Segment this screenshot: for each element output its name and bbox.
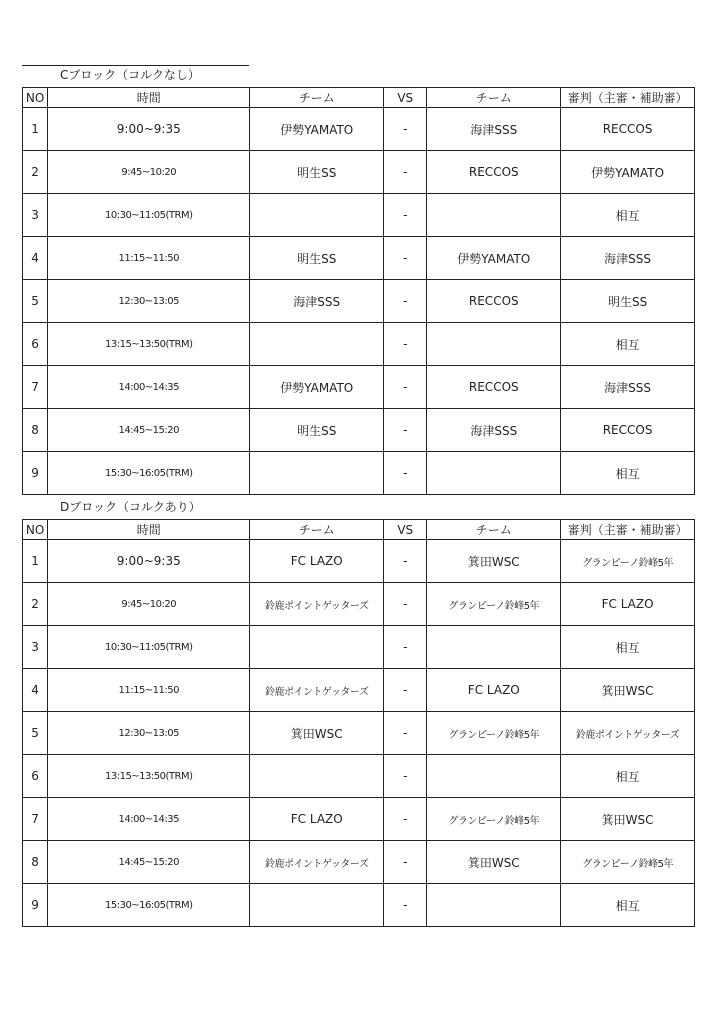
table-row [23,452,695,495]
block-c-title: Cブロック（コルクなし） [60,68,200,82]
table-header-row [23,520,695,540]
header-time: 時間 [48,520,250,540]
table-row [23,712,695,755]
vs-cell: - [384,841,427,884]
table-row [23,884,695,927]
match-time-cell: 15:30~16:05(TRM) [48,452,250,495]
match-time-cell: 13:15~13:50(TRM) [48,323,250,366]
table-row [23,409,695,452]
home-team-cell [250,194,384,237]
vs-cell: - [384,280,427,323]
referee-cell: 相互 [561,452,695,495]
home-team-cell [250,323,384,366]
vs-cell: - [384,151,427,194]
vs-cell: - [384,108,427,151]
vs-cell: - [384,798,427,841]
vs-cell: - [384,237,427,280]
away-team-cell: 伊勢YAMATO [427,237,561,280]
referee-cell: 海津SSS [561,237,695,280]
home-team-cell: 鈴鹿ポイントゲッターズ [250,583,384,626]
vs-cell: - [384,583,427,626]
header-referee: 審判（主審・補助審） [561,520,695,540]
home-team-cell: 明生SS [250,409,384,452]
away-team-cell: グランピーノ鈴峰5年 [427,583,561,626]
home-team-cell: 箕田WSC [250,712,384,755]
table-row [23,194,695,237]
header-team2: チーム [427,520,561,540]
away-team-cell: RECCOS [427,366,561,409]
vs-cell: - [384,323,427,366]
away-team-cell: 箕田WSC [427,540,561,583]
home-team-cell [250,755,384,798]
referee-cell: 相互 [561,323,695,366]
match-time-cell: 14:45~15:20 [48,409,250,452]
match-time-cell: 9:45~10:20 [48,583,250,626]
away-team-cell: グランピーノ鈴峰5年 [427,712,561,755]
vs-cell: - [384,755,427,798]
home-team-cell: 鈴鹿ポイントゲッターズ [250,841,384,884]
match-no-cell: 7 [23,366,48,409]
match-no-cell: 8 [23,841,48,884]
header-no: NO [23,520,48,540]
referee-cell: 海津SSS [561,366,695,409]
home-team-cell [250,626,384,669]
table-row [23,626,695,669]
match-time-cell: 11:15~11:50 [48,237,250,280]
match-time-cell: 13:15~13:50(TRM) [48,755,250,798]
referee-cell: 箕田WSC [561,798,695,841]
away-team-cell: RECCOS [427,151,561,194]
match-time-cell: 10:30~11:05(TRM) [48,194,250,237]
referee-cell: RECCOS [561,108,695,151]
referee-cell: グランピーノ鈴峰5年 [561,540,695,583]
away-team-cell [427,755,561,798]
header-team2: チーム [427,88,561,108]
table-row [23,798,695,841]
home-team-cell: 明生SS [250,237,384,280]
away-team-cell: 箕田WSC [427,841,561,884]
home-team-cell: 海津SSS [250,280,384,323]
header-vs: VS [384,520,427,540]
home-team-cell [250,452,384,495]
table-row [23,237,695,280]
match-no-cell: 3 [23,194,48,237]
home-team-cell: 伊勢YAMATO [250,108,384,151]
vs-cell: - [384,669,427,712]
table-row [23,583,695,626]
match-time-cell: 14:00~14:35 [48,366,250,409]
header-vs: VS [384,88,427,108]
header-team1: チーム [250,520,384,540]
match-time-cell: 12:30~13:05 [48,280,250,323]
match-no-cell: 8 [23,409,48,452]
away-team-cell [427,323,561,366]
away-team-cell [427,194,561,237]
match-time-cell: 9:45~10:20 [48,151,250,194]
referee-cell: グランピーノ鈴峰5年 [561,841,695,884]
away-team-cell: RECCOS [427,280,561,323]
header-referee: 審判（主審・補助審） [561,88,695,108]
referee-cell: RECCOS [561,409,695,452]
match-no-cell: 1 [23,108,48,151]
block-d-schedule-table [22,519,695,927]
match-no-cell: 5 [23,712,48,755]
home-team-cell: FC LAZO [250,798,384,841]
match-time-cell: 10:30~11:05(TRM) [48,626,250,669]
match-no-cell: 9 [23,452,48,495]
match-time-cell: 15:30~16:05(TRM) [48,884,250,927]
match-time-cell: 11:15~11:50 [48,669,250,712]
match-no-cell: 6 [23,323,48,366]
match-time-cell: 9:00~9:35 [48,108,250,151]
referee-cell: 相互 [561,194,695,237]
away-team-cell [427,626,561,669]
away-team-cell [427,452,561,495]
vs-cell: - [384,409,427,452]
match-no-cell: 3 [23,626,48,669]
referee-cell: 箕田WSC [561,669,695,712]
away-team-cell: グランピーノ鈴峰5年 [427,798,561,841]
vs-cell: - [384,452,427,495]
referee-cell: 鈴鹿ポイントゲッターズ [561,712,695,755]
table-row [23,841,695,884]
home-team-cell: 伊勢YAMATO [250,366,384,409]
header-time: 時間 [48,88,250,108]
match-no-cell: 2 [23,151,48,194]
match-no-cell: 1 [23,540,48,583]
header-no: NO [23,88,48,108]
referee-cell: 相互 [561,626,695,669]
vs-cell: - [384,712,427,755]
away-team-cell [427,884,561,927]
table-row [23,540,695,583]
referee-cell: 伊勢YAMATO [561,151,695,194]
header-team1: チーム [250,88,384,108]
match-time-cell: 14:00~14:35 [48,798,250,841]
table-header-row [23,88,695,108]
referee-cell: FC LAZO [561,583,695,626]
table-row [23,108,695,151]
table-row [23,280,695,323]
vs-cell: - [384,366,427,409]
match-no-cell: 9 [23,884,48,927]
away-team-cell: 海津SSS [427,108,561,151]
home-team-cell [250,884,384,927]
match-no-cell: 4 [23,237,48,280]
vs-cell: - [384,194,427,237]
table-row [23,323,695,366]
match-time-cell: 12:30~13:05 [48,712,250,755]
match-no-cell: 6 [23,755,48,798]
match-no-cell: 7 [23,798,48,841]
match-no-cell: 2 [23,583,48,626]
match-time-cell: 9:00~9:35 [48,540,250,583]
vs-cell: - [384,884,427,927]
block-d-title: Dブロック（コルクあり） [60,500,201,514]
vs-cell: - [384,540,427,583]
vs-cell: - [384,626,427,669]
home-team-cell: 鈴鹿ポイントゲッターズ [250,669,384,712]
table-row [23,151,695,194]
match-no-cell: 4 [23,669,48,712]
away-team-cell: 海津SSS [427,409,561,452]
home-team-cell: FC LAZO [250,540,384,583]
referee-cell: 相互 [561,884,695,927]
away-team-cell: FC LAZO [427,669,561,712]
home-team-cell: 明生SS [250,151,384,194]
referee-cell: 相互 [561,755,695,798]
table-row [23,366,695,409]
referee-cell: 明生SS [561,280,695,323]
table-row [23,669,695,712]
block-c-schedule-table [22,87,695,495]
table-row [23,755,695,798]
match-time-cell: 14:45~15:20 [48,841,250,884]
match-no-cell: 5 [23,280,48,323]
